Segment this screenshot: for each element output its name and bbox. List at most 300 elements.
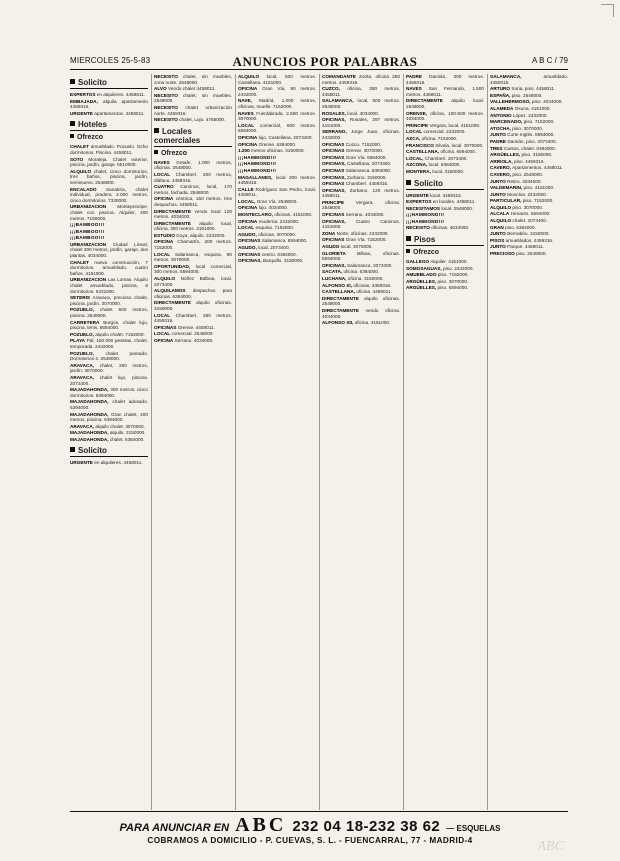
ad-body-text: oficina. 4151000.: [354, 320, 391, 326]
ad-body-text: Orense. 3070000.: [345, 148, 384, 154]
ad-body-text: alquilo local. 2548000.: [406, 98, 484, 109]
ad-body-text: chalet pareado. Dormitorios 4. 2548000.: [70, 350, 148, 362]
classified-ad: [238, 252, 316, 258]
ad-lead-word: DIRECTAMENTE: [322, 307, 359, 313]
classified-ad: [154, 86, 232, 92]
ad-body-text: Gran chalet, 400 metros, piscina. 6384000.: [70, 411, 148, 423]
ad-lead-word: AMUEBLADO: [406, 272, 437, 278]
classified-ad: [238, 161, 316, 167]
classified-ad: [490, 165, 568, 171]
ad-lead-word: NECESITO: [154, 104, 178, 110]
ad-body-text: alquilo local, oficina, 300 metros. 4151000.: [154, 220, 232, 232]
ad-lead-word: OFICINAS,: [322, 262, 346, 268]
ad-body-text: Orense. 6384000.: [258, 141, 297, 147]
square-bullet-icon: [406, 180, 411, 185]
ad-body-text: Osuna. 4151000.: [514, 105, 551, 111]
classified-ad: [154, 196, 232, 207]
ad-body-text: piso. 3070000.: [512, 204, 544, 210]
ad-lead-word: URGENTE: [406, 192, 429, 198]
ad-lead-word: MAJADAHONDA,: [70, 436, 109, 442]
ad-body-text: Chamberí. 2073400.: [424, 155, 468, 161]
classified-ad: [490, 238, 568, 244]
classified-ad: [70, 187, 148, 204]
classified-ad: [238, 168, 316, 174]
ad-lead-word: PRINCIPE: [322, 199, 345, 205]
classified-ad: [322, 320, 400, 326]
square-bullet-icon: [154, 128, 159, 133]
ad-body-text: local. 3070000.: [340, 244, 373, 250]
ad-lead-word: EXPERTOS: [406, 199, 432, 205]
classified-ad: [322, 111, 400, 117]
classified-ad: [406, 225, 484, 231]
ad-lead-word: FRANCISCO: [406, 142, 434, 148]
ad-body-text: Cantos, chalet. 6384000.: [503, 145, 556, 151]
category-heading: [70, 78, 148, 89]
classified-ad: [70, 338, 148, 349]
classified-ad: [490, 179, 568, 185]
classified-ad: [70, 144, 148, 155]
classified-ad: [490, 132, 568, 138]
classified-ad: [70, 320, 148, 331]
category-heading: [406, 179, 484, 190]
ad-lead-word: 1.200: [238, 148, 250, 154]
classified-ad: [322, 269, 400, 275]
ad-lead-word: ENCALADO: [70, 186, 97, 192]
classified-ad: [154, 221, 232, 232]
classified-ad: [238, 212, 316, 218]
ad-body-text: oficina, 100-500 metros. 4034000.: [406, 110, 484, 122]
ad-body-text: Zorita, oficina 250 metros. 4459316.: [322, 74, 400, 85]
ad-body-text: chalet, 260 metros, jardín. 3070000.: [70, 362, 148, 374]
ad-lead-word: AZCA,: [406, 135, 421, 141]
ad-body-text: Vendo chalet 4458011.: [168, 86, 216, 92]
ad-lead-word: NAVES: [238, 110, 254, 116]
ad-lead-word: URBANIZACION: [70, 241, 107, 247]
ad-lead-word: ALQUILO: [154, 276, 176, 282]
ad-body-text: piso. 6384000.: [505, 224, 536, 230]
ad-body-text: vendo oficina. 4034000.: [322, 307, 400, 319]
ad-body-text: Parque. 4458011.: [507, 244, 545, 250]
ad-lead-word: AGUDO,: [238, 231, 257, 237]
ad-body-text: comercial. 2548000.: [171, 331, 214, 337]
classified-ad: [322, 188, 400, 199]
ad-body-text: en alquileres. 4458811.: [96, 92, 146, 97]
ad-body-text: piso. 2548000.: [511, 92, 543, 98]
classified-ad: [490, 86, 568, 92]
ad-body-text: 300 metros, cinco dormitorios. 6384000.: [70, 387, 148, 398]
heading-label: Solicito: [78, 446, 107, 456]
category-heading: [406, 235, 484, 246]
ad-body-text: piso. 7152000.: [522, 198, 554, 204]
classified-ad: [490, 99, 568, 105]
ad-lead-word: VALLEHERMOSO,: [490, 99, 531, 105]
ad-lead-word: JUNTO: [490, 231, 506, 237]
ad-body-text: alquilo oficinas. 3150000.: [154, 300, 232, 311]
classified-ad: [322, 237, 400, 243]
ad-body-text: Getafe, 1.000 metros, oficinas. 2548000.: [154, 159, 232, 171]
ad-lead-word: LOCAL: [238, 122, 255, 128]
ad-column: [151, 74, 232, 810]
ad-body-text: Gran Vía. 6594000.: [345, 154, 387, 160]
classified-ad: [406, 98, 484, 109]
ad-lead-word: NECESITAMOS: [406, 205, 441, 211]
ad-body-text: oficinas. 4034000.: [431, 225, 470, 231]
ad-body-text: local 200 metros. 4459316.: [238, 174, 316, 186]
ad-lead-word: CHALET: [70, 144, 90, 150]
classified-ad: [70, 157, 148, 168]
ad-lead-word: GLORIETA: [322, 250, 346, 256]
classified-ad: [70, 92, 148, 98]
ad-lead-word: ZONA: [322, 230, 336, 236]
classified-ad: [322, 168, 400, 174]
ad-lead-word: ALQUILAMOS: [154, 288, 186, 294]
classified-ad: [490, 244, 568, 250]
ad-body-text: local. 3150000.: [432, 168, 465, 174]
ad-body-text: San Fernando, 1.500 metros. 4458011.: [406, 86, 484, 97]
classified-ad: [154, 288, 232, 299]
ad-lead-word: DIRECTAMENTE: [154, 220, 191, 226]
ad-lead-word: SETERIS: [70, 295, 91, 301]
ad-lead-word: AGUDO,: [238, 245, 257, 251]
ad-body-text: Rosales, 297 metros. 4151000.: [322, 117, 400, 128]
ad-lead-word: PADRE: [406, 74, 423, 79]
classified-ad: [70, 204, 148, 221]
ad-lead-word: NECESITO: [154, 74, 178, 79]
classified-ad: [406, 86, 484, 97]
classified-ad: [238, 74, 316, 85]
ad-column: [319, 74, 400, 810]
ad-column: [403, 74, 484, 810]
ad-body-text: Caminos, local, 170 metros, fachada. 2548000.: [154, 184, 232, 195]
classified-ad: [322, 117, 400, 128]
ad-lead-word: ESPAÑA,: [490, 92, 511, 98]
ad-body-text: Serrano. 4034000.: [174, 337, 214, 343]
ad-body-text: piso. 6594000.: [437, 285, 469, 291]
classified-ad: [70, 169, 148, 186]
ad-body-text: Cuzco. 7152000.: [345, 141, 382, 147]
ad-body-text: piso. 7152000.: [437, 272, 469, 278]
ad-body-text: local. 2073400.: [258, 245, 290, 251]
classified-ad: [238, 148, 316, 154]
square-bullet-icon: [406, 249, 410, 253]
classified-ad: [70, 437, 148, 443]
ad-lead-word: EMBAJADA,: [70, 98, 98, 104]
classified-ad: [322, 161, 400, 167]
ad-lead-word: JUNTO: [490, 191, 506, 197]
ad-lead-word: ORENSE,: [406, 110, 428, 116]
classified-ad: [70, 424, 148, 430]
ad-lead-word: DIRECTAMENTE: [406, 98, 443, 104]
ad-body-text: Gran Vía. 2548000.: [256, 198, 298, 204]
ad-lead-word: NAVE,: [238, 98, 252, 104]
ad-lead-word: ¡¡¡BAMBOO!!!: [70, 235, 105, 241]
classified-ad: [490, 192, 568, 198]
ad-body-text: oficina. 3150000.: [347, 276, 384, 281]
ad-body-text: amueblado. 4459316.: [490, 74, 568, 85]
ad-body-text: piso. 7152000.: [523, 119, 555, 125]
heading-label: Hoteles: [78, 120, 107, 130]
classified-ad: [154, 264, 232, 275]
ad-body-text: apartamentos. 4458011.: [94, 110, 145, 116]
classified-columns: [70, 74, 568, 810]
classified-ad: [322, 308, 400, 319]
ad-body-text: oficinas. 4459316.: [353, 282, 392, 288]
ad-column: [235, 74, 316, 810]
ad-lead-word: OFICINAS,: [238, 258, 262, 264]
classified-ad: [490, 218, 568, 224]
ad-lead-word: AZCONA,: [406, 162, 428, 168]
ad-lead-word: OFICINAS: [322, 167, 345, 173]
classified-ad: [406, 206, 484, 212]
ad-body-text: chalet 500 metros, piscina. 2548000.: [70, 307, 148, 318]
ad-body-text: oficinas. 4151000.: [274, 212, 313, 218]
ad-body-text: oficinas. 3070000.: [258, 231, 297, 237]
ad-lead-word: ALAMEDA: [490, 105, 514, 111]
classified-ad: [406, 272, 484, 278]
ad-body-text: piso. 4151000.: [523, 185, 555, 191]
ad-lead-word: ARTURO: [490, 86, 511, 92]
classified-ad: [322, 276, 400, 282]
ad-body-text: oficina. 7152000.: [421, 135, 458, 141]
ad-body-text: Damián, 300 metros. 4459316.: [406, 74, 484, 85]
classified-ad: [70, 351, 148, 362]
ad-lead-word: OFICINAS: [238, 251, 261, 257]
ad-lead-word: AGUDO: [322, 244, 340, 250]
ad-lead-word: SALAMANCA,: [322, 98, 354, 104]
ad-lead-word: URBANIZACION: [70, 204, 107, 210]
classified-ad: [406, 74, 484, 85]
ad-body-text: piso. 3070000.: [437, 278, 469, 284]
classified-ad: [154, 239, 232, 250]
ad-lead-word: NECESITO: [154, 117, 178, 123]
ad-lead-word: ALQUILO: [490, 204, 512, 210]
classified-ad: [322, 155, 400, 161]
ad-body-text: chalet. 6384000.: [109, 436, 145, 442]
heading-label: Locales comerciales: [154, 126, 201, 145]
ad-lead-word: OFICINA: [154, 239, 174, 245]
ad-lead-word: LUCHANA,: [322, 276, 347, 281]
ad-lead-word: SOTO: [70, 156, 84, 162]
square-bullet-icon: [70, 447, 75, 452]
ad-body-text: Salamanca, esquina, 90 metros. 3070000.: [154, 251, 232, 263]
ad-lead-word: MONTECLARO,: [238, 212, 273, 218]
classified-ad: [238, 199, 316, 205]
ad-body-text: en locales. 4458011.: [432, 199, 476, 205]
ad-body-text: Castellana. 2073400.: [347, 161, 392, 167]
ad-body-text: Las Lomas. Alquilo chalet amueblado, piscina, 6 dormitorios. 6331000.: [70, 277, 148, 294]
ad-lead-word: LOCAL: [154, 331, 171, 337]
ad-lead-word: NAVES: [154, 159, 170, 165]
ad-lead-word: PRECIOSO: [490, 251, 515, 257]
ad-body-text: Núñez Balboa, local. 2073400.: [154, 276, 232, 287]
classified-ad: [70, 229, 148, 235]
ad-lead-word: SOMOSAGUAS,: [406, 265, 442, 271]
ad-lead-word: NECESITO: [406, 225, 430, 231]
classified-ad: [322, 296, 400, 307]
classified-ad: [154, 313, 232, 324]
ad-body-text: Gran Vía, 90 metros. 2432000.: [238, 86, 316, 97]
classified-ad: [406, 136, 484, 142]
ad-lead-word: OPORTUNIDAD,: [154, 263, 191, 269]
ad-body-text: Chamberí, 250 metros. 4459316.: [154, 312, 232, 324]
classified-ad: [154, 117, 232, 123]
classified-ad: [154, 325, 232, 331]
ad-body-text: Apartamentos. 4458011.: [512, 165, 564, 171]
ad-lead-word: ¡¡¡BAMBOO!!!: [70, 228, 105, 234]
classified-ad: [406, 123, 484, 129]
ad-lead-word: OFICINA: [238, 218, 258, 224]
ad-lead-word: ARGÜELLES,: [406, 285, 437, 291]
ad-body-text: oficina, 280 metros. 4458011.: [322, 86, 400, 97]
ad-lead-word: URGENTE: [70, 110, 93, 116]
ad-lead-word: MAJADAHONDA,: [70, 399, 109, 405]
ad-lead-word: MARCENADO,: [490, 119, 523, 125]
ad-lead-word: OFICINA: [238, 134, 258, 140]
ad-lead-word: POZUELO,: [70, 331, 94, 337]
ad-lead-word: GRAN: [490, 224, 504, 230]
ad-lead-word: EXPERTOS: [70, 92, 96, 97]
classified-ad: [70, 307, 148, 318]
classified-ad: [322, 263, 400, 269]
ad-body-text: Monteprincipe, chalet con piscina. Alquiler, 400 metros. 7150000.: [70, 204, 148, 221]
header-rule: [70, 69, 568, 70]
ad-body-text: piso. 3150000.: [521, 152, 553, 158]
ad-body-text: Chamberí, 200 metros, diáfano. 4459316.: [154, 171, 232, 183]
classified-ad: [406, 169, 484, 175]
issue-date: MIERCOLES 25-5-83: [70, 56, 151, 65]
ad-body-text: alquilo. 3150000.: [109, 430, 146, 436]
ad-body-text: Moncloa. 2432000.: [507, 191, 547, 197]
ad-lead-word: OFICINA: [238, 205, 258, 211]
ad-lead-word: ¡¡¡HAMMOND!!!: [238, 154, 277, 160]
ad-lead-word: ARGÜELLES,: [490, 152, 521, 158]
ad-lead-word: MAJADAHONDA,: [70, 411, 109, 417]
classified-ad: [322, 74, 400, 85]
ad-lead-word: VALDEMARIN,: [490, 185, 523, 191]
ad-body-text: Serrano. 4034000.: [345, 212, 385, 218]
ad-body-text: local comercial, 300 metros. 6594000.: [154, 263, 232, 275]
ad-body-text: Sanabria, chalet individual, pradera 2.000 metros, cinco dormitorios. 7330000.: [70, 186, 148, 203]
ad-body-text: Gran Vía. 7152000.: [345, 237, 387, 243]
classified-ad: [154, 160, 232, 171]
ad-lead-word: ¡¡¡HAMMOND!!!: [238, 167, 277, 173]
ad-lead-word: ALFONSO XI,: [322, 282, 352, 288]
ad-body-text: Cuatro Caminos. 4151000.: [322, 218, 400, 230]
classified-ad: [490, 139, 568, 145]
classified-ad: [406, 111, 484, 122]
ad-body-text: céntrica, 150 metros, tres despachos. 4458011.: [154, 196, 232, 207]
classified-ad: [322, 142, 400, 148]
classified-ad: [406, 279, 484, 285]
classified-ad: [154, 300, 232, 311]
ad-lead-word: CHALET: [70, 259, 90, 265]
classified-ad: [322, 129, 400, 140]
ad-lead-word: JUNTO: [490, 244, 506, 250]
subcategory-heading: [70, 134, 148, 142]
ad-lead-word: LOCAL: [406, 129, 423, 135]
ad-lead-word: OFICINAS: [322, 141, 345, 147]
ad-body-text: lujo. 4034000.: [258, 205, 289, 211]
square-bullet-icon: [70, 121, 75, 126]
ad-lead-word: ROSALES,: [322, 110, 346, 116]
classified-ad: [406, 285, 484, 291]
heading-label: Pisos: [414, 235, 436, 245]
classified-ad: [70, 412, 148, 423]
ad-body-text: Chamartín, 200 metros. 7152000.: [154, 239, 232, 251]
classified-ad: [490, 172, 568, 178]
ad-lead-word: TRES: [490, 145, 503, 151]
ad-lead-word: LOCAL: [154, 251, 171, 257]
classified-ad: [154, 74, 232, 85]
classified-ad: [154, 276, 232, 287]
ad-body-text: Aravaca, precioso chalet, piscina, jardín. 3070000.: [70, 295, 148, 306]
classified-ad: [154, 252, 232, 263]
ad-body-text: piso. 2548000.: [516, 251, 547, 257]
classified-ad: [154, 209, 232, 220]
ad-body-text: despachos para oficinas. 6384000.: [154, 288, 232, 299]
classified-ad: [490, 205, 568, 211]
ad-lead-word: CARRETERA: [70, 319, 100, 325]
subcategory-heading: [154, 150, 232, 158]
subcategory-heading: [406, 249, 484, 257]
ad-lead-word: PRINCIPE: [406, 122, 429, 128]
ad-body-text: comercial. 2432000.: [423, 129, 466, 135]
square-bullet-icon: [406, 236, 411, 241]
ad-body-text: Burgos, chalet lujo, piscina, tenis. 6594000.: [70, 319, 148, 331]
ad-lead-word: DIRECTAMENTE: [154, 300, 191, 306]
classified-ad: [238, 225, 316, 231]
ad-lead-word: ¡¡¡HAMMOND!!!: [406, 218, 445, 224]
classified-ad: [406, 266, 484, 272]
ad-body-text: Barquillo. 3150000.: [263, 258, 304, 264]
ad-lead-word: MAGALLANES,: [238, 174, 273, 180]
classified-ad: [154, 184, 232, 195]
classified-ad: [490, 159, 568, 165]
ad-body-text: Soria, piso. 4458011.: [511, 86, 556, 92]
ad-body-text: chalet, sin muebles. 2548000.: [154, 92, 232, 104]
section-title: ANUNCIOS POR PALABRAS: [232, 54, 418, 69]
ad-body-text: local. 6384000.: [428, 162, 461, 168]
ad-body-text: oficina. 4458011.: [356, 289, 392, 295]
classified-ad: [238, 155, 316, 161]
ad-body-text: Zurbano, 120 metros. 4458011.: [322, 187, 400, 199]
ad-body-text: Corte Inglés. 6594000.: [507, 132, 555, 138]
ad-body-text: piso. 4459316.: [513, 158, 545, 164]
classified-ad: [490, 152, 568, 158]
classified-ad: [70, 399, 148, 410]
ad-body-text: alquilo chalet. 7152000.: [95, 331, 145, 337]
classified-ad: [238, 98, 316, 109]
ad-lead-word: PISOS: [490, 237, 505, 243]
ad-body-text: piso. 2432000.: [443, 265, 474, 271]
ad-lead-word: ALVO: [154, 86, 167, 92]
ad-body-text: esquina. 7152000.: [255, 225, 295, 231]
ad-lead-word: ALFONSO XII,: [322, 320, 354, 326]
classified-ad: [70, 295, 148, 306]
square-bullet-icon: [154, 150, 158, 154]
classified-ad: [238, 219, 316, 225]
ad-body-text: Norte, oficinas. 2432000.: [336, 230, 389, 236]
classified-ad: [154, 105, 232, 116]
ad-body-text: local, 500 metros. Castellana. 4151000.: [238, 74, 316, 85]
ad-lead-word: ALQUILO: [238, 74, 260, 79]
ad-body-text: amueblados. 4459316.: [505, 237, 554, 243]
watermark-logo: ABC: [537, 839, 564, 854]
ad-body-text: alquilo oficinas. 2548000.: [322, 295, 400, 307]
ad-lead-word: OFICINAS: [322, 154, 345, 160]
classified-ad: [322, 219, 400, 230]
heading-label: Ofrezco: [161, 149, 188, 157]
